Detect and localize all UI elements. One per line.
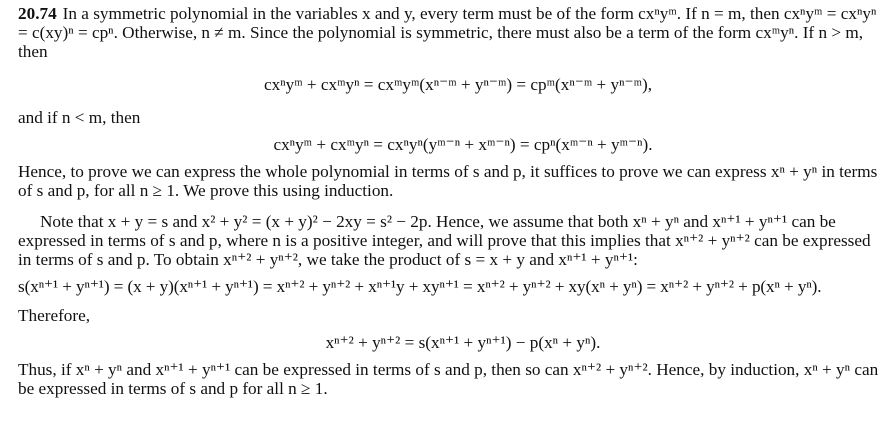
paragraph-conclusion: Thus, if xⁿ + yⁿ and xⁿ⁺¹ + yⁿ⁺¹ can be expressed in terms of s and p, then so can xⁿ⁺² + yⁿ⁺². Hence, by induction, xⁿ + yⁿ can be expressed in terms of s and p for all n ≥ 1. — [18, 360, 879, 398]
paragraph-intro-text: In a symmetric polynomial in the variables x and y, every term must be of the form cxⁿyᵐ. If n = m, then cxⁿyᵐ = cxⁿyⁿ = c(xy)ⁿ = cpⁿ. Otherwise, n ≠ m. Since the polynomial is symmetric, there must also be a term of the form cxᵐyⁿ. If n > m, then — [18, 4, 877, 61]
line-therefore: Therefore, — [18, 306, 91, 325]
paragraph-intro — [18, 4, 888, 61]
equation-n-greater-m: cxⁿyᵐ + cxᵐyⁿ = cxᵐyᵐ(xⁿ⁻ᵐ + yⁿ⁻ᵐ) = cpᵐ(xⁿ⁻ᵐ + yⁿ⁻ᵐ), — [263, 75, 653, 94]
equation-product-expansion: s(xⁿ⁺¹ + yⁿ⁺¹) = (x + y)(xⁿ⁺¹ + yⁿ⁺¹) = xⁿ⁺² + yⁿ⁺² + xⁿ⁺¹y + xyⁿ⁺¹ = xⁿ⁺² + yⁿ⁺² + xy(xⁿ + yⁿ) = xⁿ⁺² + yⁿ⁺² + p(xⁿ + yⁿ). — [18, 277, 822, 296]
equation-recurrence: xⁿ⁺² + yⁿ⁺² = s(xⁿ⁺¹ + yⁿ⁺¹) − p(xⁿ + yⁿ). — [325, 333, 601, 352]
paragraph-reduction: Hence, to prove we can express the whole polynomial in terms of s and p, it suffices to prove we can express xⁿ + yⁿ in terms of s and p, for all n ≥ 1. We prove this using induction. — [18, 162, 878, 200]
line-and-if: and if n < m, then — [18, 108, 141, 127]
problem-number: 20.74 — [18, 4, 57, 23]
equation-n-less-m: cxⁿyᵐ + cxᵐyⁿ = cxⁿyⁿ(yᵐ⁻ⁿ + xᵐ⁻ⁿ) = cpⁿ(xᵐ⁻ⁿ + yᵐ⁻ⁿ). — [273, 135, 653, 154]
paragraph-induction-step: Note that x + y = s and x² + y² = (x + y)² − 2xy = s² − 2p. Hence, we assume that both xⁿ + yⁿ and xⁿ⁺¹ + yⁿ⁺¹ can be expressed in terms of s and p, where n is a positive integer, and will prove that this implies that xⁿ⁺² + yⁿ⁺² can be expressed in terms of s and p. To obtain xⁿ⁺² + yⁿ⁺², we take the product of s = x + y and xⁿ⁺¹ + yⁿ⁺¹: — [18, 212, 871, 269]
